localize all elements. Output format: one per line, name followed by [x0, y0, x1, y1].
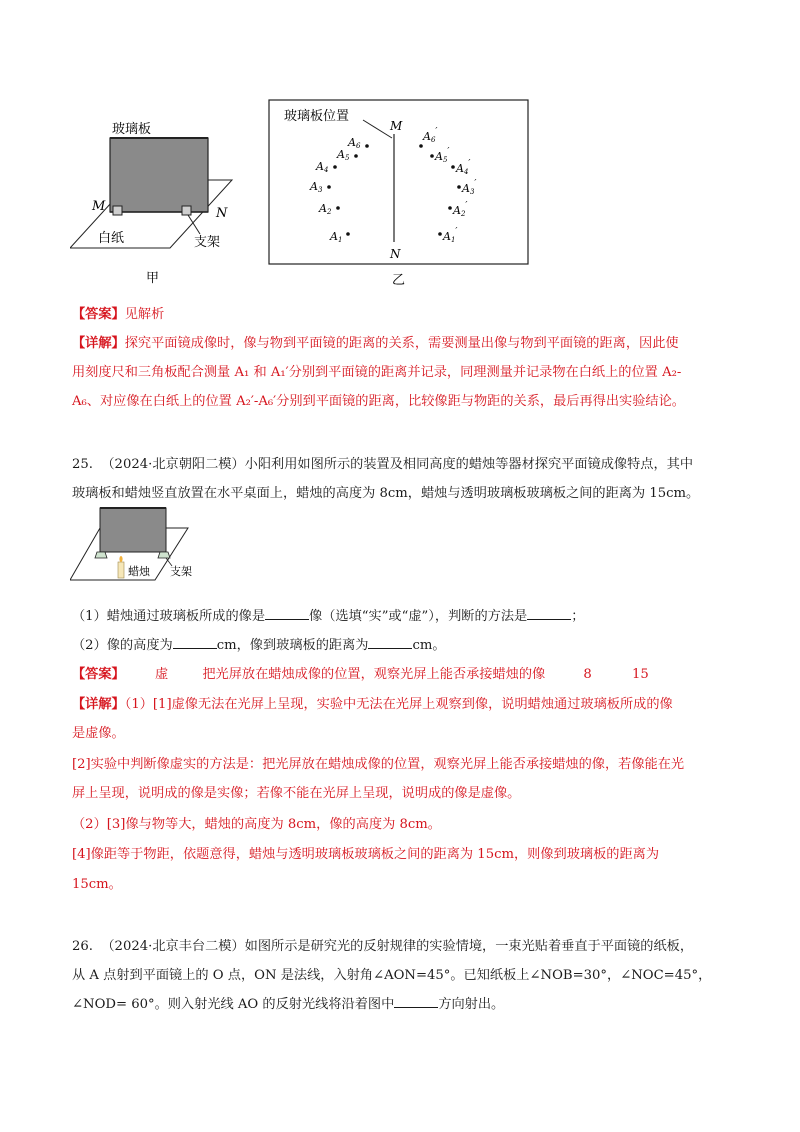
label-A1p: A1′ — [443, 227, 458, 244]
answer-2: 把光屏放在蜡烛成像的位置，观察光屏上能否承接蜡烛的像 — [202, 667, 546, 682]
point-A3p — [457, 185, 461, 189]
stand-label: 支架 — [194, 235, 221, 250]
figure-yi — [268, 98, 533, 290]
caption-jia: 甲 — [146, 271, 160, 286]
caption-yi: 乙 — [392, 273, 406, 288]
stand-right — [158, 552, 170, 558]
label-A3p: A3′ — [462, 179, 477, 196]
q25-detail-4: 屏上呈现，说明成的像是实像；若像不能在光屏上呈现，说明成的像是虚像。 — [72, 786, 521, 801]
q24-answer: 【答案】见解析 — [72, 307, 165, 322]
point-A2p — [448, 206, 452, 210]
q26-line1: 26. （2024·北京丰台二模）如图所示是研究光的反射规律的实验情境，一束光贴着垂直于平面镜的纸板， — [72, 939, 694, 954]
glass-label: 玻璃板 — [112, 122, 152, 137]
stand-left — [95, 552, 107, 558]
point-A2 — [336, 206, 340, 210]
q25-answer: 【答案】 虚 把光屏放在蜡烛成像的位置，观察光屏上能否承接蜡烛的像 8 15 — [72, 663, 649, 682]
blank-1 — [265, 607, 309, 620]
stand-label: 支架 — [170, 565, 192, 578]
label-N: N — [216, 206, 228, 221]
label-A2: A2 — [319, 202, 332, 216]
q26-line3: ∠NOD= 60°。则入射光线 AO 的反射光线将沿着图中 方向射出。 — [72, 997, 505, 1012]
blank-4 — [368, 636, 412, 649]
label-A3: A3 — [310, 180, 323, 194]
q24-detail-line2: 用刻度尺和三角板配合测量 A₁ 和 A₁′分别到平面镜的距离并记录，同理测量并记录物在白纸上的位置 A₂- — [72, 365, 682, 380]
image-points — [419, 127, 476, 244]
label-A2p: A2′ — [453, 201, 468, 218]
glass-plate — [100, 508, 166, 552]
q25-detail-3: [2]实验中判断像虚实的方法是：把光屏放在蜡烛成像的位置，观察光屏上能否承接蜡烛的像，若像能在光 — [72, 757, 685, 772]
point-A4p — [451, 165, 455, 169]
paper-label: 白纸 — [98, 231, 125, 246]
blank-5 — [394, 995, 438, 1008]
point-A5 — [354, 154, 358, 158]
label-A5p: A5′ — [435, 147, 450, 164]
label-N: N — [390, 247, 401, 261]
label-A6: A6 — [348, 136, 361, 150]
label-M: M — [390, 119, 403, 133]
label-A1: A1 — [330, 230, 343, 244]
q24-detail-line3: A₆、对应像在白纸上的位置 A₂′-A₆′分别到平面镜的距离，比较像距与物距的关系，最后再得出实验结论。 — [72, 394, 685, 409]
figure-q25 — [70, 506, 210, 586]
answer-1: 虚 — [154, 667, 169, 682]
stand-right — [182, 206, 191, 215]
point-A3 — [327, 185, 331, 189]
label-A6p: A6′ — [423, 127, 438, 144]
label-A4p: A4′ — [456, 159, 471, 176]
q25-stem-line2: 玻璃板和蜡烛竖直放置在水平桌面上，蜡烛的高度为 8cm，蜡烛与透明玻璃板玻璃板之间的距离为 15cm。 — [72, 486, 700, 501]
label-M: M — [92, 199, 106, 214]
glass-position-label: 玻璃板位置 — [284, 109, 350, 124]
point-A4 — [333, 165, 337, 169]
q25-detail-6: [4]像距等于物距，依题意得，蜡烛与透明玻璃板玻璃板之间的距离为 15cm，则像到玻璃板的距离为 — [72, 847, 660, 862]
q25-sub1: （1）蜡烛通过玻璃板所成的像是 像（选填“实”或“虚”），判断的方法是 ； — [72, 609, 585, 624]
q25-detail-1: 【详解】（1）[1]虚像无法在光屏上呈现，实验中无法在光屏上观察到像，说明蜡烛通过玻璃板所成的像 — [72, 697, 673, 712]
figure-jia — [70, 118, 250, 288]
glass-plate — [110, 138, 208, 212]
blank-2 — [527, 607, 571, 620]
q25-detail-2: 是虚像。 — [72, 726, 125, 741]
point-A5p — [430, 154, 434, 158]
q26-line2: 从 A 点射到平面镜上的 O 点，ON 是法线，入射角∠AON=45°。已知纸板上∠NOB=30°，∠NOC=45°， — [72, 968, 712, 983]
label-A4: A4 — [316, 160, 329, 174]
answer-4: 15 — [632, 667, 649, 682]
point-A1 — [346, 232, 350, 236]
point-A6 — [365, 144, 369, 148]
answer-3: 8 — [583, 667, 592, 682]
q24-detail-line1: 【详解】探究平面镜成像时，像与物到平面镜的距离的关系，需要测量出像与物到平面镜的距离，因此使 — [72, 336, 679, 351]
point-A6p — [419, 144, 423, 148]
blank-3 — [173, 636, 217, 649]
label-A5: A5 — [337, 148, 350, 162]
stand-left — [113, 206, 122, 215]
q25-stem-line1: 25. （2024·北京朝阳二模）小阳利用如图所示的装置及相同高度的蜡烛等器材探究平面镜成像特点，其中 — [72, 457, 694, 472]
q25-sub2: （2）像的高度为 cm，像到玻璃板的距离为 cm。 — [72, 638, 446, 653]
candle — [118, 562, 124, 578]
candle-flame — [119, 556, 122, 562]
point-A1p — [438, 232, 442, 236]
candle-label: 蜡烛 — [128, 565, 150, 578]
q25-detail-7: 15cm。 — [72, 877, 122, 892]
q25-detail-5: （2）[3]像与物等大，蜡烛的高度为 8cm，像的高度为 8cm。 — [72, 817, 441, 832]
object-points — [309, 136, 369, 244]
